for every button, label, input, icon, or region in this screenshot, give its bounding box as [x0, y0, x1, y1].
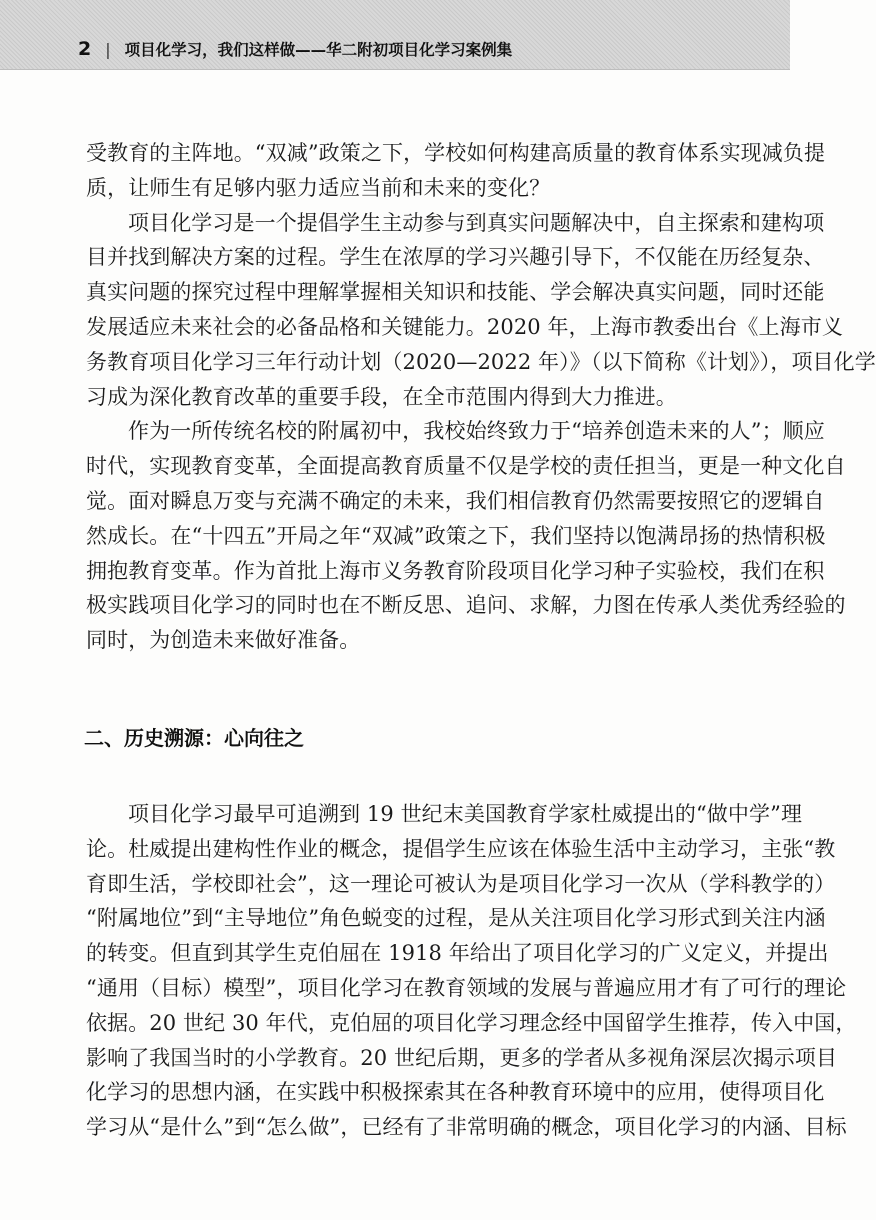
text-line: 务教育项目化学习三年行动计划（2020—2022 年）》（以下简称《计划》），项目化学	[86, 349, 876, 374]
text-line: 发展适应未来社会的必备品格和关键能力。2020 年，上海市教委出台《上海市义	[86, 314, 843, 339]
text-line: 受教育的主阵地。“双减”政策之下，学校如何构建高质量的教育体系实现减负提	[86, 141, 826, 165]
text-line: 质，让师生有足够内驱力适应当前和未来的变化？	[86, 175, 551, 200]
text-line: 同时，为创造未来做好准备。	[86, 628, 361, 653]
running-header	[0, 0, 790, 70]
text-line: “附属地位”到“主导地位”角色蜕变的过程，是从关注项目化学习形式到关注内涵	[86, 906, 826, 931]
text-line: 化学习的思想内涵，在实践中积极探索其在各种教育环境中的应用，使得项目化	[86, 1080, 825, 1105]
text-line: 项目化学习是一个提倡学生主动参与到真实问题解决中，自主探索和建构项	[128, 210, 825, 235]
text-line: 极实践项目化学习的同时也在不断反思、追问、求解，力图在传承人类优秀经验的	[86, 593, 846, 618]
header-separator: |	[105, 39, 111, 59]
paragraph-3	[86, 414, 846, 658]
text-line: 论。杜威提出建构性作业的概念，提倡学生应该在体验生活中主动学习，主张“教	[86, 836, 836, 861]
text-line: 项目化学习最早可追溯到 19 世纪末美国教育学家杜威提出的“做中学”理	[128, 802, 803, 826]
paragraph-1	[86, 136, 826, 206]
section-text	[86, 797, 857, 1145]
paragraph-2	[86, 206, 876, 415]
text-line: 真实问题的探究过程中理解掌握相关知识和技能、学会解决真实问题，同时还能	[86, 280, 825, 305]
intro-text	[86, 136, 876, 658]
text-line: 拥抱教育变革。作为首批上海市义务教育阶段项目化学习种子实验校，我们在积	[86, 558, 825, 583]
text-line: 然成长。在“十四五”开局之年“双减”政策之下，我们坚持以饱满昂扬的热情积极	[86, 523, 826, 548]
paragraph-4	[86, 797, 857, 1145]
text-line: 育即生活，学校即社会”，这一理论可被认为是项目化学习一次从（学科教学的）	[86, 871, 836, 896]
text-line: 觉。面对瞬息万变与充满不确定的未来，我们相信教育仍然需要按照它的逻辑自	[86, 488, 825, 513]
text-line: 目并找到解决方案的过程。学生在浓厚的学习兴趣引导下，不仅能在历经复杂、	[86, 245, 825, 270]
section-heading: 二、历史溯源：心向往之	[84, 726, 304, 750]
text-line: 影响了我国当时的小学教育。20 世纪后期，更多的学者从多视角深层次揭示项目	[86, 1045, 838, 1070]
header-content	[78, 38, 512, 60]
text-line: 作为一所传统名校的附属初中，我校始终致力于“培养创造未来的人”；顺应	[128, 419, 825, 444]
text-line: “通用（目标）模型”，项目化学习在教育领域的发展与普遍应用才有了可行的理论	[86, 975, 847, 1000]
page-number: 2	[78, 38, 92, 60]
running-title: 项目化学习，我们这样做——华二附初项目化学习案例集	[124, 41, 513, 59]
text-line: 依据。20 世纪 30 年代，克伯屈的项目化学习理念经中国留学生推荐，传入中国，	[86, 1010, 857, 1035]
text-line: 学习从“是什么”到“怎么做”，已经有了非常明确的概念，项目化学习的内涵、目标	[86, 1115, 847, 1140]
text-line: 的转变。但直到其学生克伯屈在 1918 年给出了项目化学习的广义定义，并提出	[86, 941, 829, 966]
text-line: 习成为深化教育改革的重要手段，在全市范围内得到大力推进。	[86, 384, 677, 409]
text-line: 时代，实现教育变革，全面提高教育质量不仅是学校的责任担当，更是一种文化自	[86, 454, 846, 479]
